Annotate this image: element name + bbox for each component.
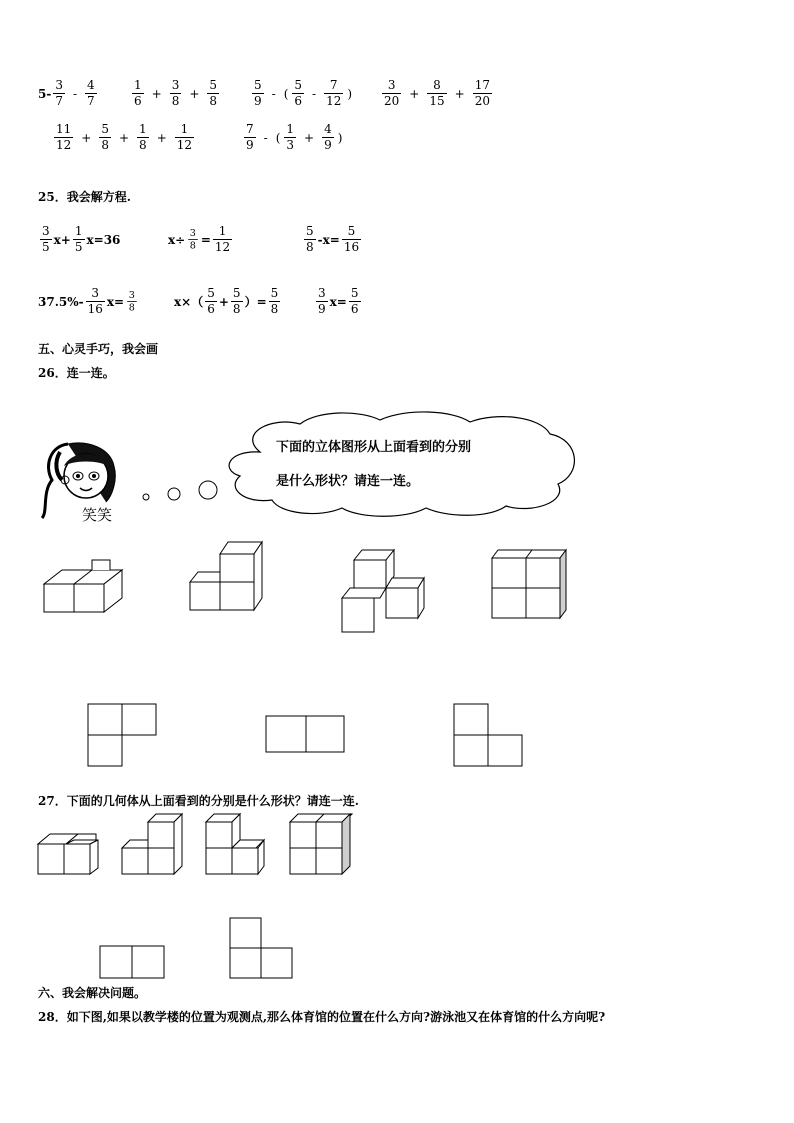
paren: ) (347, 86, 353, 101)
fraction: $\frac{3}{20}$ (384, 78, 400, 108)
fraction: $\frac{17}{20}$ (474, 78, 490, 108)
q26-heading: 26．连一连。 (38, 366, 115, 380)
fraction: $\frac{3}{5}$ (42, 224, 50, 254)
fraction: $\frac{1}{12}$ (214, 224, 231, 254)
fraction: $\frac{5}{8}$ (270, 286, 279, 316)
operator: - (271, 86, 276, 101)
eq-text: x+ (53, 232, 71, 247)
fraction: $\frac{3}{8}$ (128, 289, 135, 314)
equation-6 (314, 286, 363, 317)
eq-text: 37.5%- (38, 294, 84, 309)
equation-3 (302, 224, 363, 255)
equation-2 (168, 224, 234, 255)
operator: + (151, 86, 162, 101)
fraction: $\frac{5}{16}$ (343, 224, 360, 254)
q26-solid-d (492, 550, 568, 620)
fraction: $\frac{3}{7}$ (55, 78, 63, 108)
eq-text: x= (329, 294, 347, 309)
expression-2 (130, 78, 221, 109)
q25-heading: 25．我会解方程. (38, 190, 131, 204)
section-5-heading: 五、心灵手巧，我会画 (38, 342, 159, 356)
fraction: $\frac{1}{12}$ (176, 122, 193, 152)
q26-view-3 (454, 704, 526, 768)
fraction: $\frac{3}{16}$ (87, 286, 103, 316)
eq-text: = (200, 232, 211, 247)
fraction: $\frac{3}{8}$ (171, 78, 180, 108)
fraction: $\frac{5}{8}$ (232, 286, 241, 316)
q28-heading: 28．如下图,如果以教学楼的位置为观测点,那么体育馆的位置在什么方向?游泳池又在体育馆的什么方向呢? (38, 1010, 606, 1024)
q26-solid-b (190, 540, 266, 612)
expr-lead: 5- (38, 86, 52, 101)
fraction: $\frac{5}{8}$ (209, 78, 218, 108)
operator: + (118, 130, 130, 145)
section-6-heading: 六、我会解决问题。 (38, 986, 147, 1000)
fraction: $\frac{5}{6}$ (294, 78, 303, 108)
eq-text: ）= (244, 295, 267, 309)
fraction: $\frac{7}{12}$ (326, 78, 342, 108)
eq-text: x=36 (86, 232, 121, 247)
eq-text: x= (106, 294, 125, 309)
q27-view-2 (230, 918, 296, 980)
thought-bubbles (138, 478, 222, 504)
equation-5 (174, 286, 282, 317)
eq-text: -x= (317, 232, 340, 247)
fraction: $\frac{11}{12}$ (56, 122, 72, 152)
fraction: $\frac{4}{9}$ (324, 122, 332, 152)
expression-1 (38, 78, 99, 109)
speech-cloud (220, 412, 588, 516)
equation-1 (38, 224, 120, 255)
operator: + (454, 86, 465, 101)
q26-view-2 (266, 716, 346, 754)
fraction: $\frac{3}{9}$ (318, 286, 326, 316)
eq-text: x÷ (168, 232, 186, 247)
fraction: $\frac{1}{6}$ (134, 78, 142, 108)
expression-4 (380, 78, 494, 109)
fraction: $\frac{5}{8}$ (101, 122, 109, 152)
q27-solid-c (206, 812, 268, 876)
paren: ( (275, 130, 281, 145)
operator: + (156, 130, 167, 145)
cloud-text-line-1: 下面的立体图形从上面看到的分别 (276, 440, 472, 455)
expression-3 (250, 78, 354, 109)
q26-solid-a (44, 558, 128, 614)
operator: + (409, 86, 420, 101)
fraction: $\frac{1}{8}$ (139, 122, 147, 152)
paren: ) (337, 130, 343, 145)
expression-6 (242, 122, 344, 153)
fraction: $\frac{5}{9}$ (254, 78, 262, 108)
fraction: $\frac{5}{8}$ (306, 224, 314, 254)
q26-solid-c (340, 548, 428, 634)
q26-view-1 (88, 704, 158, 768)
eq-text: + (218, 294, 229, 309)
fraction: $\frac{1}{3}$ (286, 122, 295, 152)
expression-5 (52, 122, 196, 153)
q27-solid-d (290, 812, 354, 876)
fraction: $\frac{5}{6}$ (207, 286, 215, 316)
eq-text: x×（ (174, 295, 204, 309)
cloud-text-line-2: 是什么形状？请连一连。 (276, 474, 420, 489)
q27-solid-a (38, 830, 100, 876)
fraction: $\frac{7}{9}$ (246, 122, 254, 152)
q27-view-1 (100, 946, 166, 980)
fraction: $\frac{3}{8}$ (189, 227, 197, 252)
operator: - (263, 130, 268, 145)
paren: ( (283, 86, 289, 101)
equation-4 (38, 286, 140, 317)
fraction: $\frac{5}{6}$ (350, 286, 359, 316)
operator: + (81, 130, 92, 145)
fraction: $\frac{4}{7}$ (87, 78, 95, 108)
q27-solid-b (122, 812, 186, 876)
operator: - (72, 86, 78, 101)
operator: - (312, 86, 317, 101)
operator: + (304, 130, 315, 145)
q27-heading: 27．下面的几何体从上面看到的分别是什么形状？请连一连. (38, 794, 359, 808)
girl-caption: 笑笑 (82, 506, 113, 524)
fraction: $\frac{1}{5}$ (74, 224, 83, 254)
operator: + (189, 86, 200, 101)
fraction: $\frac{8}{15}$ (429, 78, 445, 108)
